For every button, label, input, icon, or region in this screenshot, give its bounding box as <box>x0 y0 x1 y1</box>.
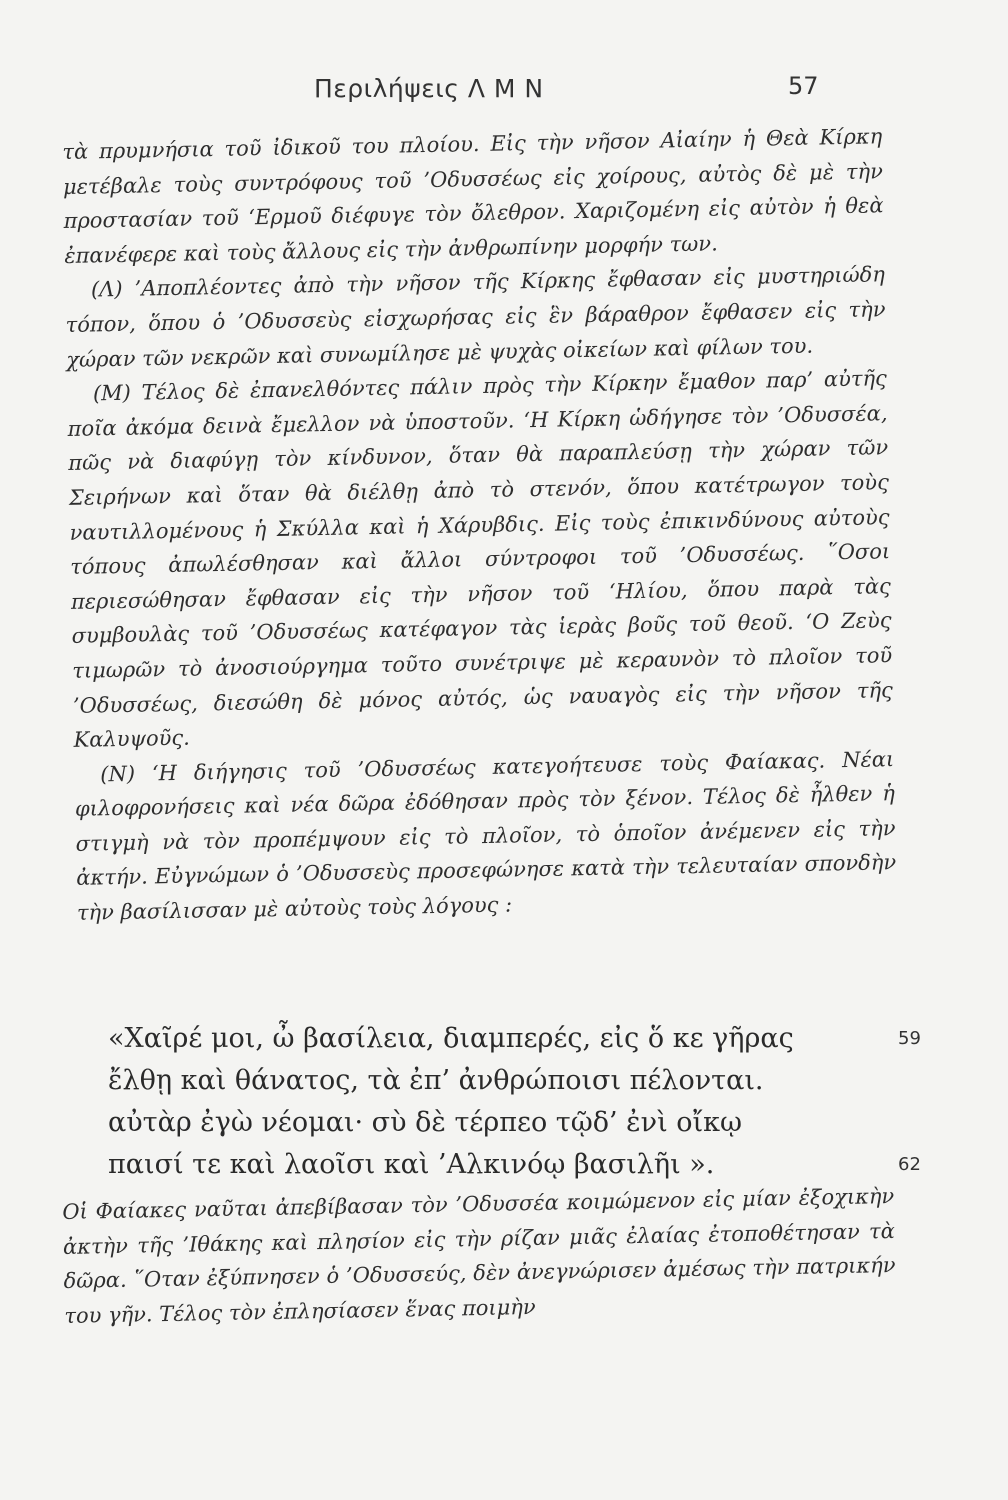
paragraph-mu: (Μ) Τέλος δὲ ἐπανελθόντες πάλιν πρὸς τὴν Κίρκην ἔμαθον παρ’ αὐτῆς ποῖα ἀκόμα δεινὰ ἔμελλον νὰ ὑποστοῦν. ‘Η Κίρκη ὡδήγησε τὸν ’Οδυσσέα, πῶς νὰ διαφύγῃ τὸν κίνδυνον, ὅταν θὰ παραπλεύσῃ τὴν χώραν τῶν Σειρήνων καὶ ὅταν θὰ διέλθῃ ἀπὸ τὸ στενόν, ὅπου κατέτρωγον τοὺς ναυτιλλομένους ἡ Σκύλλα καὶ ἡ Χάρυβδις. Εἰς τοὺς ἐπικινδύνους αὐτοὺς τόπους ἀπωλέσθησαν καὶ ἄλλοι σύντροφοι τοῦ ’Οδυσσέως. ῞Οσοι περιεσώθησαν ἔφθασαν εἰς τὴν νῆσον τοῦ ‘Ηλίου, ὅπου παρὰ τὰς συμβουλὰς τοῦ ’Οδυσσέως κατέφαγον τὰς ἱερὰς βοῦς τοῦ θεοῦ. ‘Ο Ζεὺς τιμωρῶν τὸ ἀνοσιούργημα τοῦτο συνέτριψε μὲ κεραυνὸν τὸ πλοῖον τοῦ ’Οδυσσέως, διεσώθη δὲ μόνος αὐτός, ὡς ναυαγὸς εἰς τὴν νῆσον τῆς Καλυψοῦς. <box>67 366 894 752</box>
closing-paragraph: Οἱ Φαίακες ναῦται ἀπεβίβασαν τὸν ’Οδυσσέα κοιμώμενον εἰς μίαν ἐξοχικὴν ἀκτὴν τῆς ’Ιθάκης καὶ πλησίον εἰς τὴν ρίζαν μιᾶς ἐλαίας ἐτοποθέτησαν τὰ δῶρα. ῞Οταν ἐξύπνησεν ὁ ’Οδυσσεύς, δὲν ἀνεγνώρισεν ἀμέσως τὴν πατρικήν του γῆν. Τέλος τὸν ἐπλησίασεν ἕνας ποιμὴν <box>62 1184 896 1328</box>
verse-quotation <box>108 1018 938 1186</box>
verse-text: αὐτὰρ ἐγὼ νέομαι· σὺ δὲ τέρπεο τῷδ’ ἐνὶ οἴκῳ <box>108 1107 742 1138</box>
paragraph-continuation: τὰ πρυμνήσια τοῦ ἰδικοῦ του πλοίου. Εἰς τὴν νῆσον Αἰαίην ἡ Θεὰ Κίρκη μετέβαλε τοὺς συντρόφους τοῦ ’Οδυσσέως εἰς χοίρους, αὐτὸς δὲ μὲ τὴν προστασίαν τοῦ ‘Ερμοῦ διέφυγε τὸν ὄλεθρον. Χαριζομένη εἰς αὐτὸν ἡ θεὰ ἐπανέφερε καὶ τοὺς ἄλλους εἰς τὴν ἀνθρωπίνην μορφήν των. <box>62 124 884 268</box>
verse-text: «Χαῖρέ μοι, ὦ βασίλεια, διαμπερές, εἰς ὅ κε γῆρας <box>108 1023 794 1054</box>
summary-text <box>62 124 897 931</box>
verse-line-number: 62 <box>898 1154 921 1175</box>
paragraph-lambda: (Λ) ’Αποπλέοντες ἀπὸ τὴν νῆσον τῆς Κίρκης ἔφθασαν εἰς μυστηριώδη τόπον, ὅπου ὁ ’Οδυσσεὺς εἰσχωρήσας εἰς ἓν βάραθρον ἔφθασεν εἰς τὴν χώραν τῶν νεκρῶν καὶ συνωμίλησε μὲ ψυχὰς οἰκείων καὶ φίλων του. <box>65 262 886 372</box>
verse-text: παισί τε καὶ λαοῖσι καὶ ’Αλκινόῳ βασιλῆι ». <box>108 1149 715 1180</box>
verse-line-number: 59 <box>898 1028 921 1049</box>
verse-line <box>108 1060 938 1102</box>
paragraph-nu: (Ν) ‘Η διήγησις τοῦ ’Οδυσσέως κατεγοήτευσε τοὺς Φαίακας. Νέαι φιλοφρονήσεις καὶ νέα δῶρα ἐδόθησαν πρὸς τὸν ξένον. Τέλος δὲ ἦλθεν ἡ στιγμὴ νὰ τὸν προπέμψουν εἰς τὸ πλοῖον, τὸ ὁποῖον ἀνέμενεν εἰς τὴν ἀκτήν. Εὐγνώμων ὁ ’Οδυσσεὺς προσεφώνησε κατὰ τὴν τελευταίαν σπονδὴν τὴν βασίλισσαν μὲ αὐτοὺς τοὺς λόγους : <box>74 746 897 925</box>
page-number: 57 <box>788 72 819 100</box>
prose-block <box>62 119 897 930</box>
verse-text: ἔλθῃ καὶ θάνατος, τὰ ἐπ’ ἀνθρώποισι πέλονται. <box>108 1065 764 1096</box>
verse-line <box>108 1018 938 1060</box>
closing-text <box>62 1184 896 1333</box>
running-title: Περιλήψεις Λ Μ Ν <box>314 74 544 103</box>
page-header <box>0 68 1008 108</box>
verse-line <box>108 1102 938 1144</box>
